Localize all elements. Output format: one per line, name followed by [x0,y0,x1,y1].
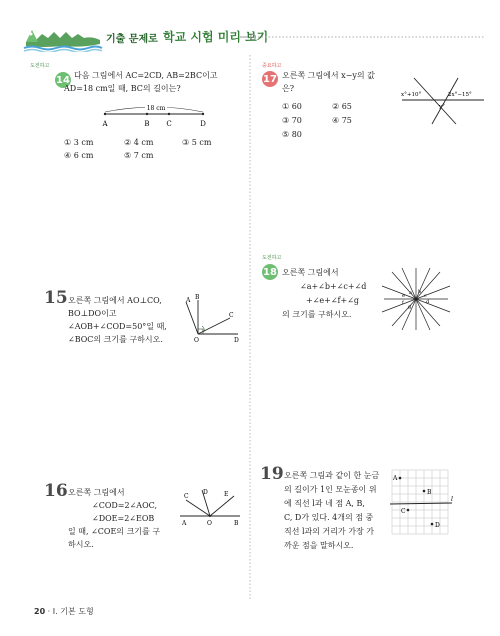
q14-choice-2: ② 4 cm [124,138,154,147]
q19-point-a: A [393,475,398,482]
q14-point-d: D [200,120,206,128]
header-prefix: 기출 문제로 [106,34,158,45]
q17-line1: 오른쪽 그림에서 x−y의 값 [282,71,375,80]
column-divider [249,55,251,600]
q14-line1: 다음 그림에서 AC=2CD, AB=2BC이고 [74,71,218,80]
q18-line2: ∠a+∠b+∠c+∠d [300,282,367,291]
q17-angle-3: y° [439,104,445,110]
q16-number: 16 [44,481,68,501]
q15-point-c: C [229,312,234,319]
q14-point-a: A [102,120,108,128]
q17-choice-2: ② 65 [332,102,352,111]
q18-angle-f: f [402,300,404,306]
q14-choice-5: ⑤ 7 cm [124,151,154,160]
q18-line3: +∠e+∠f+∠g [306,296,360,305]
q19-line5: 직선 l과의 거리가 가장 가 [284,527,375,536]
q18-angle-b: b [418,289,422,295]
q16-line2: ∠COD=2∠AOC, [92,501,158,510]
q17-figure [398,76,488,128]
q14-choice-3: ③ 5 cm [182,138,212,147]
q18-angle-c: c [424,293,427,299]
q18-angle-d: d [426,299,430,305]
header-crocodile-logo [22,20,104,52]
q15-line1: 오른쪽 그림에서 AO⊥CO, [68,296,162,305]
q18-line4: 의 크기를 구하시오. [282,310,352,319]
q14-number-badge: 14 [55,72,71,88]
q19-point-d: D [435,522,440,529]
q17-choice-1: ① 60 [282,102,302,111]
q15-point-a: A [186,297,191,304]
q18-angle-e: e [402,293,405,299]
footer-page-number: 20 · I. 기본 도형 [34,607,94,616]
q15-line2: BO⊥DO이고 [68,309,117,318]
q18-angle-g: g [408,304,412,310]
q15-point-d: D [234,337,239,344]
q15-point-b: B [195,294,200,301]
q19-line3: 에 직선 l과 네 점 A, B, [284,499,365,508]
q18-figure [378,266,454,332]
q14-choice-4: ④ 6 cm [64,151,94,160]
q16-point-b: B [234,520,239,527]
q17-badge-label: 중요하고 [262,63,282,69]
q16-line3: ∠DOE=2∠EOB [92,514,155,523]
q17-angle-2: 2x°−15° [448,92,472,98]
q16-line4: 일 때, ∠COE의 크기를 구 [68,527,161,536]
q19-line6: 까운 점을 말하시오. [284,541,354,550]
header-divider [240,34,485,40]
q16-point-o: O [207,520,212,527]
q15-figure [178,292,246,346]
q19-line2: 의 길이가 1인 모눈종이 위 [284,485,377,494]
q15-line4: ∠BOC의 크기를 구하시오. [68,335,163,344]
q19-number: 19 [260,464,284,484]
q15-number: 15 [44,288,68,308]
q18-badge-label: 도전하고 [262,255,282,261]
q16-point-c: C [184,493,189,500]
q17-choice-4: ④ 75 [332,116,352,125]
q14-measure: 18 cm [146,105,166,112]
q16-point-e: E [224,491,229,498]
q19-line-label: l [451,496,453,503]
header-title: 학교 시험 미리 보기 [163,30,269,44]
q19-point-b: B [427,489,432,496]
q17-choice-3: ③ 70 [282,116,302,125]
page-number: 20 [34,607,46,616]
q14-line2: AD=18 cm일 때, BC의 길이는? [64,84,181,93]
q16-point-d: D [203,489,208,496]
q17-angle-1: x°+10° [401,92,422,98]
q14-badge-label: 도전하고 [30,63,50,69]
q18-number-badge: 18 [262,264,278,280]
q19-point-c: C [401,508,406,515]
q14-choice-1: ① 3 cm [64,138,94,147]
q19-grid-figure [388,466,460,538]
q15-point-o: O [194,337,199,344]
q15-line3: ∠AOB+∠COD=50°일 때, [68,322,167,331]
q18-angle-a: a [409,290,412,296]
q19-line4: C, D가 있다. 4개의 점 중 [284,513,374,522]
q17-choice-5: ⑤ 80 [282,130,302,139]
q19-line1: 오른쪽 그림과 같이 한 눈금 [284,471,380,480]
q17-number-badge: 17 [262,71,278,87]
q16-figure [176,484,244,532]
q16-line1: 오른쪽 그림에서 [68,488,125,497]
q17-line2: 은? [282,84,295,93]
q16-line5: 하시오. [68,540,94,549]
q14-point-b: B [144,120,150,128]
q14-point-c: C [166,120,172,128]
section-name: I. 기본 도형 [52,607,94,616]
q14-figure [95,100,220,130]
q16-point-a: A [182,520,187,527]
q18-line1: 오른쪽 그림에서 [282,268,339,277]
